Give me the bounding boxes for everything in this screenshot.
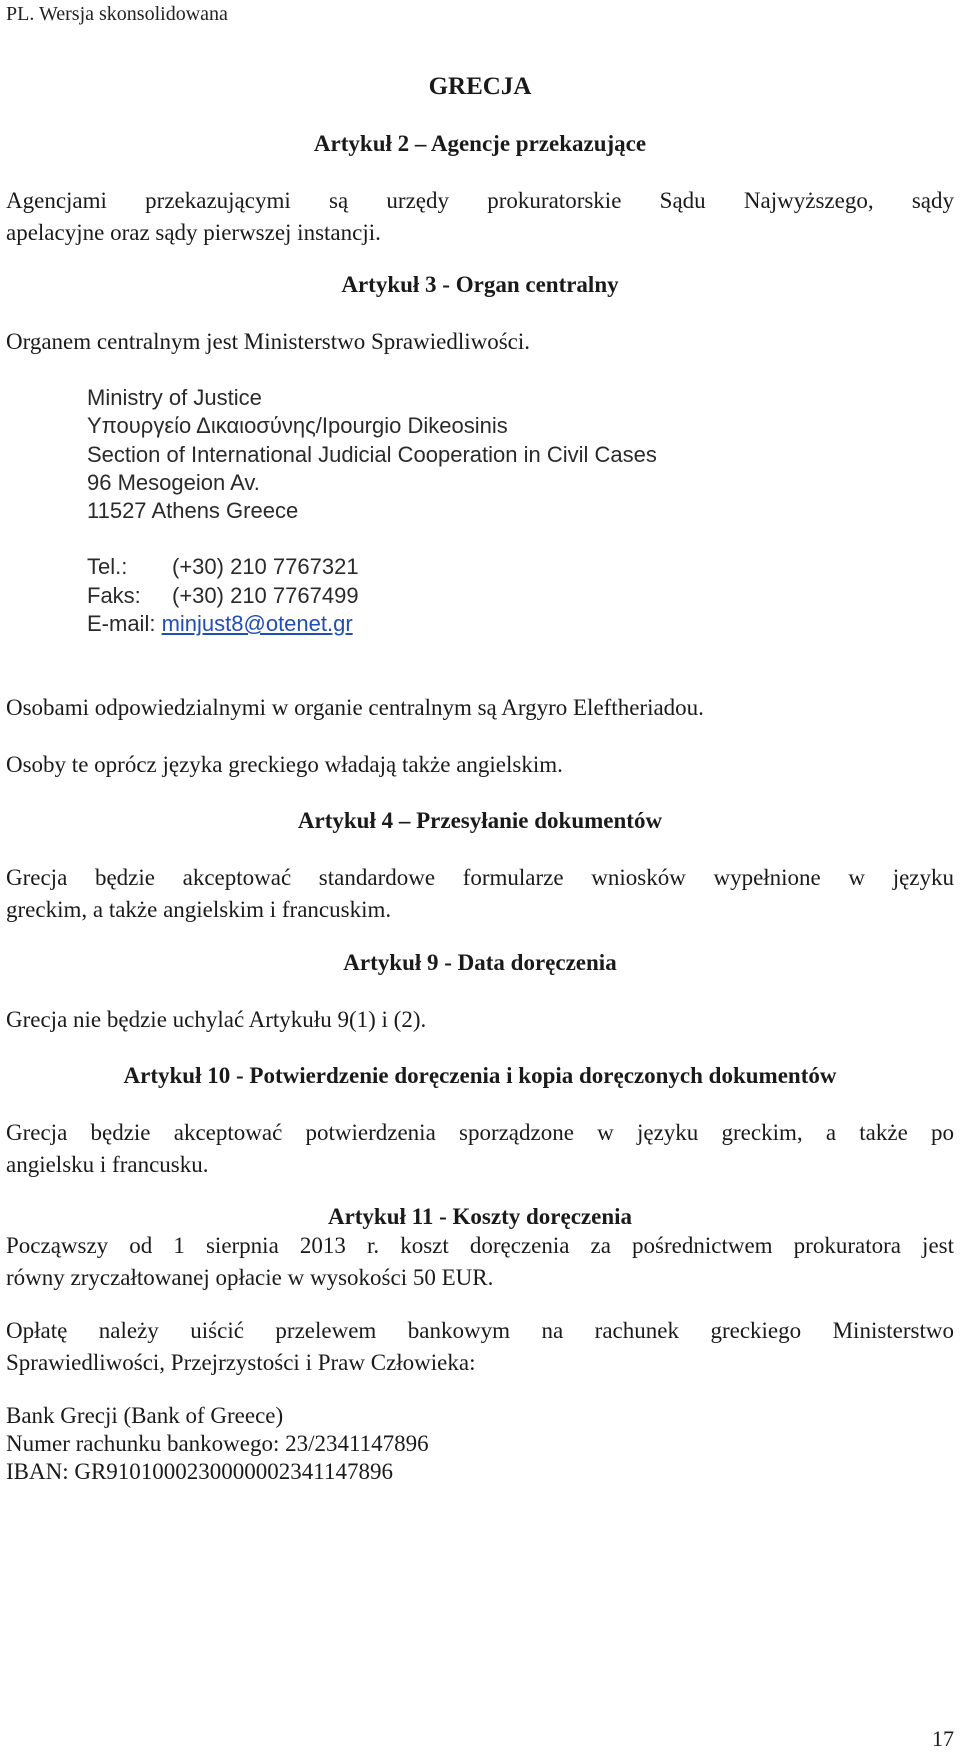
article-11-paragraph-1 — [6, 1230, 954, 1294]
article-11-p1-line-1: Począwszy od 1 sierpnia 2013 r. koszt doręczenia za pośrednictwem prokuratora jest — [6, 1233, 954, 1258]
version-label: PL. Wersja skonsolidowana — [6, 3, 228, 25]
email-label: E-mail: — [87, 611, 156, 636]
article-4-line-2: greckim, a także angielskim i francuskim. — [6, 897, 392, 922]
article-11-paragraph-2 — [6, 1315, 954, 1379]
page-number: 17 — [932, 1726, 954, 1751]
responsible-persons: Osobami odpowiedzialnymi w organie centralnym są Argyro Eleftheriadou. — [6, 695, 704, 720]
article-2-line-1: Agencjami przekazującymi są urzędy prokuratorskie Sądu Najwyższego, sądy — [6, 188, 954, 213]
fax-value: (+30) 210 7767499 — [172, 583, 359, 608]
article-4-line-1: Grecja będzie akceptować standardowe formularze wniosków wypełnione w języku — [6, 865, 954, 890]
article-9-text: Grecja nie będzie uchylać Artykułu 9(1) i (2). — [6, 1007, 427, 1032]
telephone-value: (+30) 210 7767321 — [172, 554, 359, 579]
telephone-label: Tel.: — [87, 554, 128, 579]
bank-account-number: Numer rachunku bankowego: 23/2341147896 — [6, 1431, 429, 1456]
article-10-heading: Artykuł 10 - Potwierdzenie doręczenia i kopia doręczonych dokumentów — [123, 1063, 837, 1088]
address-line-1: Ministry of Justice — [87, 385, 262, 410]
article-2-text — [6, 185, 954, 249]
address-line-4: 96 Mesogeion Av. — [87, 470, 260, 495]
article-10-line-2: angielsku i francusku. — [6, 1152, 209, 1177]
telephone-row — [87, 551, 359, 583]
article-3-intro: Organem centralnym jest Ministerstwo Sprawiedliwości. — [6, 329, 531, 354]
bank-name: Bank Grecji (Bank of Greece) — [6, 1403, 284, 1428]
email-row — [87, 608, 353, 640]
article-10-line-1: Grecja będzie akceptować potwierdzenia sporządzone w języku greckim, a także po — [6, 1120, 954, 1145]
article-11-p1-line-2: równy zryczałtowanej opłacie w wysokości 50 EUR. — [6, 1265, 494, 1290]
article-4-text — [6, 862, 954, 926]
article-2-line-2: apelacyjne oraz sądy pierwszej instancji. — [6, 220, 381, 245]
article-3-heading: Artykuł 3 - Organ centralny — [341, 272, 619, 297]
article-11-p2-line-2: Sprawiedliwości, Przejrzystości i Praw Człowieka: — [6, 1350, 476, 1375]
article-4-heading: Artykuł 4 – Przesyłanie dokumentów — [297, 808, 663, 833]
address-line-5: 11527 Athens Greece — [87, 498, 299, 523]
article-10-text — [6, 1117, 954, 1181]
languages-spoken: Osoby te oprócz języka greckiego władają także angielskim. — [6, 752, 563, 777]
address-line-2: Υπουργείο Δικαιοσύνης/Ipourgio Dikeosinis — [87, 413, 508, 438]
country-title: GRECJA — [428, 73, 532, 100]
article-11-p2-line-1: Opłatę należy uiścić przelewem bankowym na rachunek greckiego Ministerstwo — [6, 1318, 954, 1343]
address-line-3: Section of International Judicial Cooperation in Civil Cases — [87, 442, 657, 467]
fax-label: Faks: — [87, 583, 141, 608]
article-11-heading: Artykuł 11 - Koszty doręczenia — [327, 1204, 633, 1229]
article-2-heading: Artykuł 2 – Agencje przekazujące — [313, 131, 647, 156]
email-link[interactable]: minjust8@otenet.gr — [161, 611, 353, 636]
iban: IBAN: GR9101000230000002341147896 — [6, 1459, 393, 1484]
article-9-heading: Artykuł 9 - Data doręczenia — [343, 950, 617, 975]
